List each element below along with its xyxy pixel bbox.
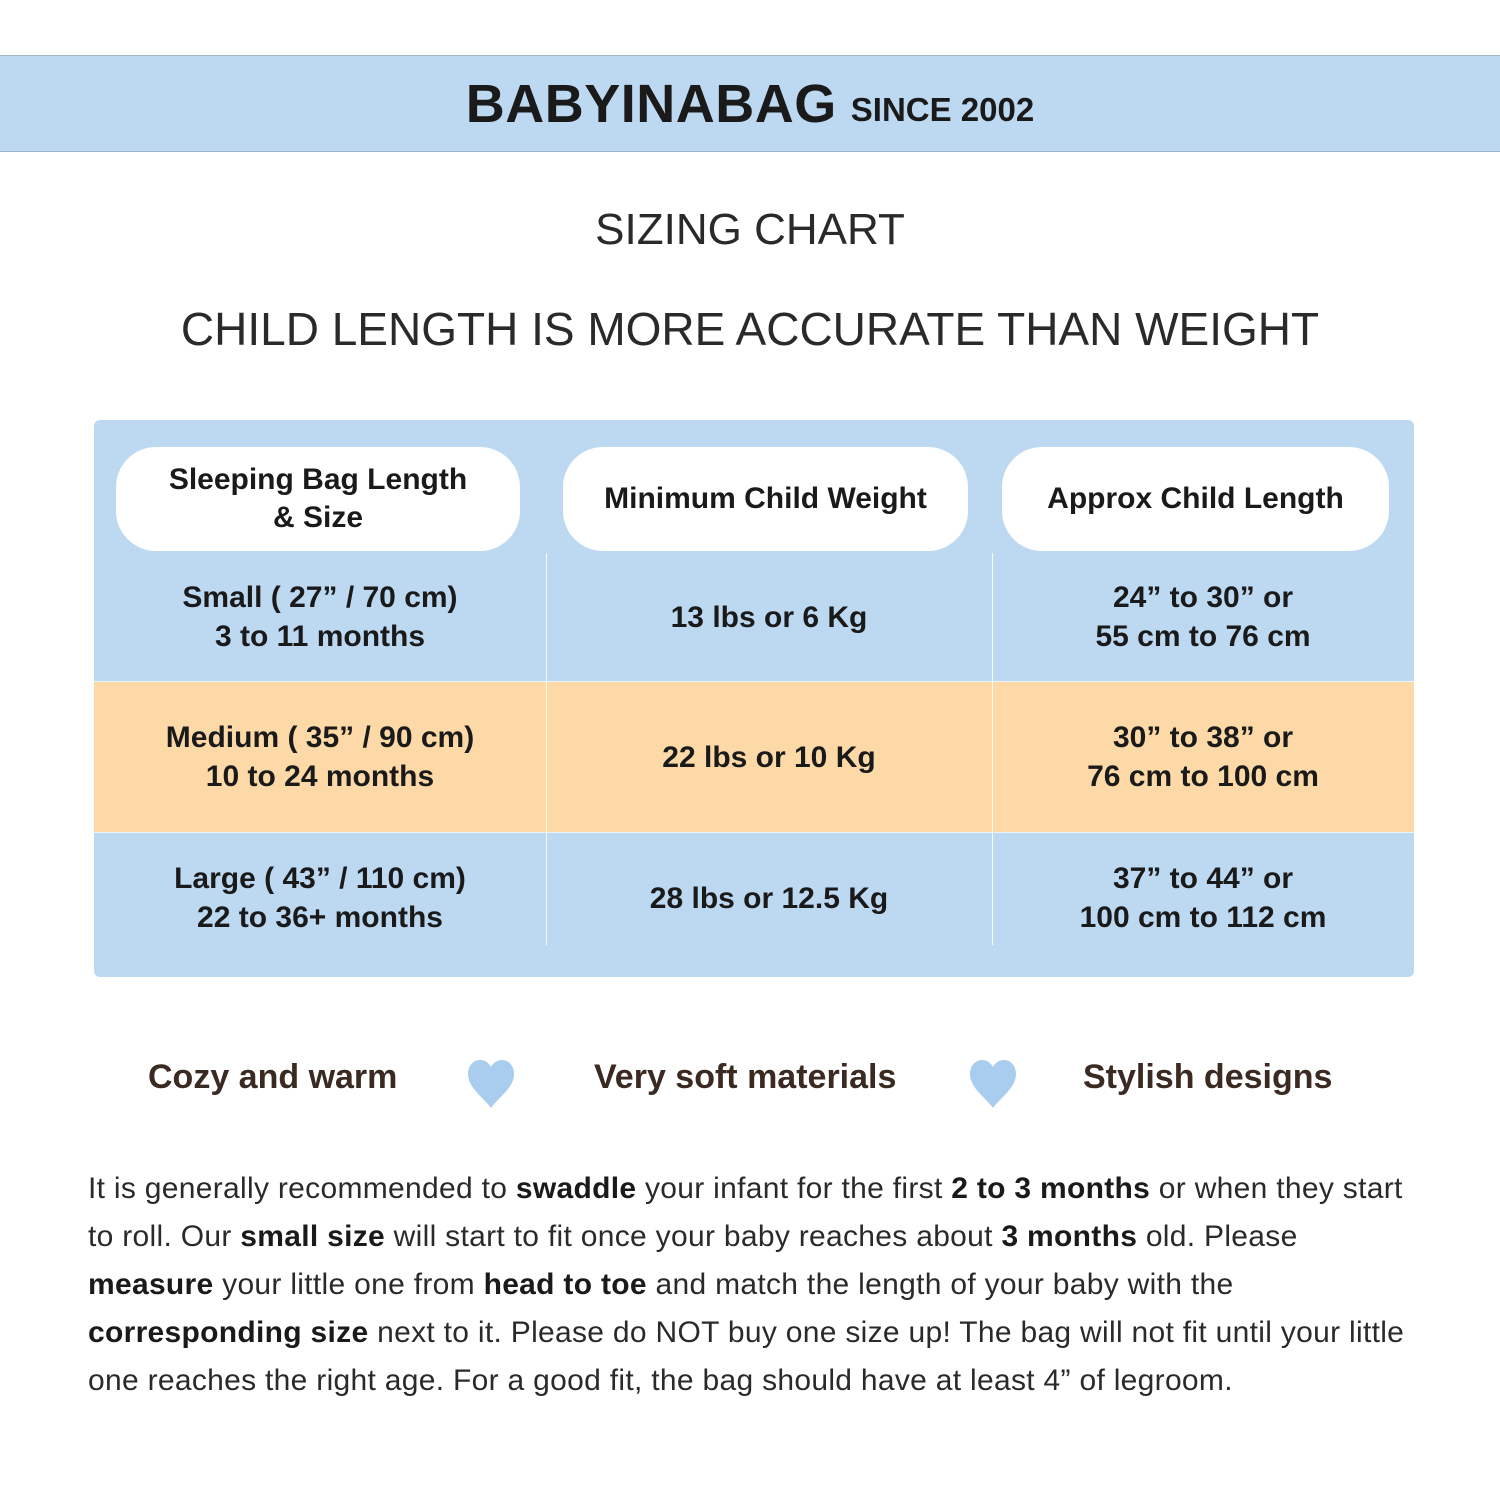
brand-name: BABYINABAG xyxy=(465,73,837,134)
header-size-line: & Size xyxy=(272,501,363,534)
page-subtitle: CHILD LENGTH IS MORE ACCURATE THAN WEIGHT xyxy=(180,303,1320,355)
header-size xyxy=(116,447,520,551)
weight-cell xyxy=(546,682,992,832)
length-cm: 100 cm to 112 cm xyxy=(1079,901,1327,934)
age-range: 22 to 36+ months xyxy=(197,901,443,934)
feature-stylish: Stylish designs xyxy=(1083,1058,1333,1096)
weight-cell xyxy=(546,833,992,963)
size-cell xyxy=(94,553,546,681)
weight-cell xyxy=(546,553,992,681)
column-divider xyxy=(992,553,993,945)
weight-value: 28 lbs or 12.5 Kg xyxy=(649,881,889,915)
length-cm: 76 cm to 100 cm xyxy=(1087,760,1319,793)
weight-value: 22 lbs or 10 Kg xyxy=(662,740,876,774)
heart-icon xyxy=(968,1058,1018,1110)
size-label: Small ( 27” / 70 cm) xyxy=(182,581,458,614)
body-text: next to it. Please do NOT buy one size up! The bag will not fit until your little one reaches the right age. For a good fit, the bag should have at least 4” of legroom. xyxy=(88,1316,1405,1397)
column-divider xyxy=(546,553,547,945)
length-cell xyxy=(992,682,1414,832)
sizing-advice-paragraph xyxy=(88,1165,1428,1405)
emphasis-text: measure xyxy=(88,1268,214,1301)
brand-banner xyxy=(0,55,1500,152)
row-divider xyxy=(94,681,1414,682)
page-title: SIZING CHART xyxy=(595,205,905,254)
table-row xyxy=(94,682,1414,832)
age-range: 10 to 24 months xyxy=(205,760,435,793)
header-size-line: Sleeping Bag Length xyxy=(168,463,468,496)
body-text: or when they start to roll. Our xyxy=(88,1172,1403,1253)
emphasis-text: 3 months xyxy=(1001,1220,1138,1253)
body-text: your infant for the first xyxy=(636,1172,952,1205)
age-range: 3 to 11 months xyxy=(214,620,426,653)
body-text: and match the length of your baby with the xyxy=(646,1268,1234,1301)
length-inches: 24” to 30” or xyxy=(1112,581,1294,614)
body-text: It is generally recommended to xyxy=(88,1172,516,1205)
length-cell xyxy=(992,553,1414,681)
weight-value: 13 lbs or 6 Kg xyxy=(670,600,868,634)
body-text: old. Please xyxy=(1137,1220,1298,1253)
brand-since: SINCE 2002 xyxy=(850,90,1035,128)
emphasis-text: 2 to 3 months xyxy=(951,1172,1151,1205)
emphasis-text: corresponding size xyxy=(88,1316,369,1349)
length-cell xyxy=(992,833,1414,963)
header-weight: Minimum Child Weight xyxy=(563,447,968,551)
table-row xyxy=(94,833,1414,963)
header-length: Approx Child Length xyxy=(1002,447,1389,551)
size-cell xyxy=(94,833,546,963)
size-label: Large ( 43” / 110 cm) xyxy=(174,862,466,895)
length-inches: 37” to 44” or xyxy=(1112,862,1294,895)
emphasis-text: small size xyxy=(240,1220,386,1253)
size-label: Medium ( 35” / 90 cm) xyxy=(165,721,475,754)
body-text: will start to fit once your baby reaches about xyxy=(385,1220,1002,1253)
heart-icon xyxy=(466,1058,516,1110)
body-text: your little one from xyxy=(213,1268,484,1301)
emphasis-text: swaddle xyxy=(515,1172,637,1205)
length-inches: 30” to 38” or xyxy=(1112,721,1294,754)
feature-soft: Very soft materials xyxy=(594,1058,897,1096)
feature-cozy: Cozy and warm xyxy=(148,1058,398,1096)
emphasis-text: head to toe xyxy=(483,1268,647,1301)
row-divider xyxy=(94,832,1414,833)
sizing-table xyxy=(94,420,1414,977)
table-row xyxy=(94,553,1414,681)
length-cm: 55 cm to 76 cm xyxy=(1095,620,1311,653)
size-cell xyxy=(94,682,546,832)
